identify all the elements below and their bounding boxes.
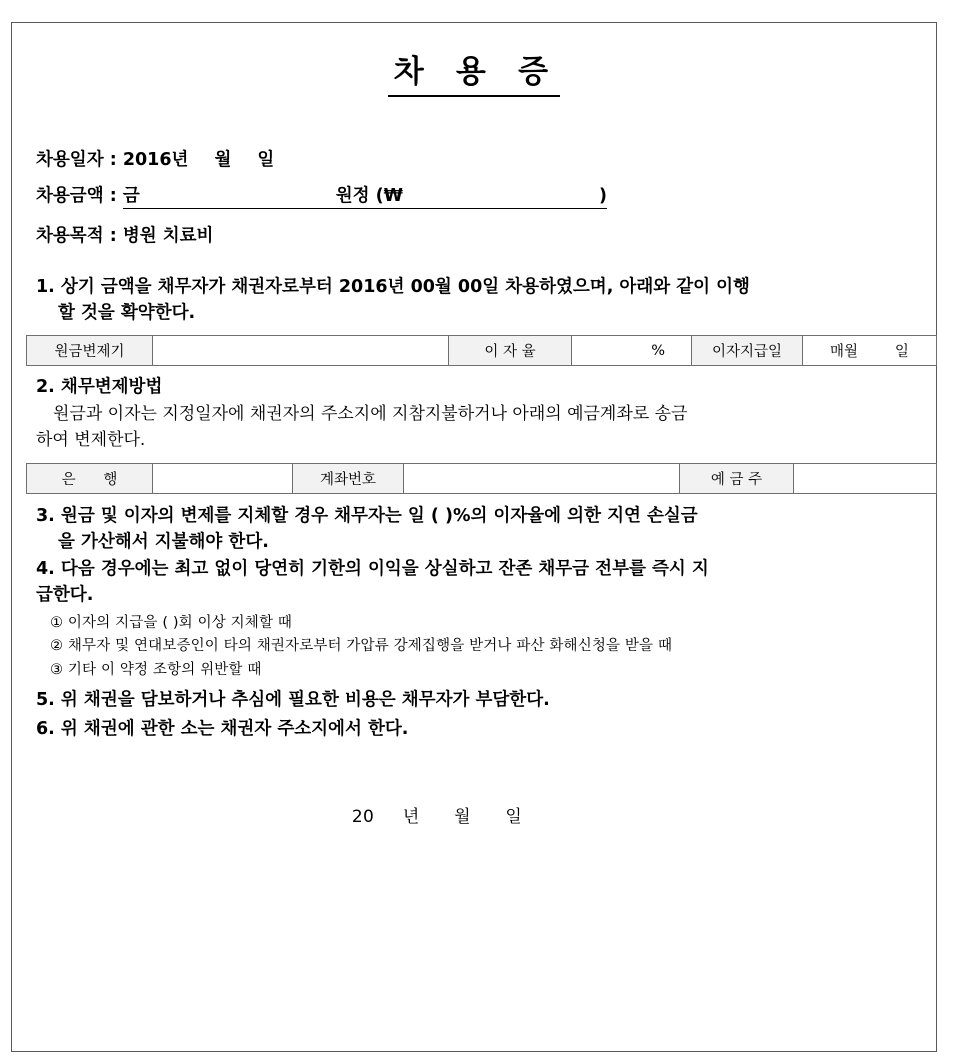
clause-6: 6. 위 채권에 관한 소는 채권자 주소지에서 한다.	[36, 718, 409, 739]
clause-4-sublist	[26, 612, 922, 682]
cell-account-holder-label: 예 금 주	[680, 464, 794, 494]
table-row	[27, 464, 937, 494]
list-item: ② 채무자 및 연대보증인이 타의 채권자로부터 가압류 강제집행을 받거나 파산 화해신청을 받을 때	[50, 638, 673, 655]
cell-account-number-label: 계좌번호	[293, 464, 404, 494]
list-item: ① 이자의 지급을 ( )회 이상 지체할 때	[50, 614, 293, 631]
title-char-2: 용	[455, 54, 493, 90]
cell-interest-paydate-value[interactable]: 매월 일	[803, 336, 937, 366]
clause-1	[26, 275, 922, 326]
clause-4	[26, 557, 922, 608]
title-char-3: 증	[518, 54, 555, 90]
field-loan-date-month: 월	[214, 149, 232, 170]
clause-3-line-1: 3. 원금 및 이자의 변제를 지체할 경우 채무자는 일 ( )%의 이자율에 의한 지연 손실금	[36, 506, 698, 527]
field-loan-date-year: 2016년	[122, 149, 189, 170]
cell-bank-value[interactable]	[153, 464, 293, 494]
clause-3	[26, 504, 922, 555]
cell-principal-due-label: 원금변제기	[27, 336, 153, 366]
cell-account-number-value[interactable]	[404, 464, 680, 494]
clause-2-body	[26, 402, 922, 453]
bank-account-table	[26, 463, 937, 494]
clause-1-line-1: 1. 상기 금액을 채무자가 채권자로부터 2016년 00월 00일 차용하였으며, 아래와 같이 이행	[36, 277, 750, 298]
field-loan-purpose-value: 병원 치료비	[122, 225, 214, 246]
field-loan-amount-mid: 원정 (₩	[335, 186, 403, 207]
list-item: ③ 기타 이 약정 조항의 위반할 때	[50, 661, 262, 678]
document-body	[12, 23, 936, 1051]
footer-date: 20 년 월 일	[351, 807, 523, 828]
cell-interest-rate-value[interactable]: %	[572, 336, 692, 366]
clause-2-heading: 2. 채무변제방법	[36, 377, 163, 397]
cell-interest-rate-label: 이 자 율	[449, 336, 572, 366]
document-page	[11, 22, 937, 1052]
field-loan-date-label: 차용일자 :	[36, 149, 123, 170]
field-loan-date-day: 일	[257, 149, 275, 170]
field-loan-amount-prefix: 금	[122, 186, 140, 207]
cell-bank-label: 은 행	[27, 464, 153, 494]
clause-4-line-2: 급한다.	[36, 584, 94, 605]
clause-2-body-line-1: 원금과 이자는 지정일자에 채권자의 주소지에 지참지불하거나 아래의 예금계좌로 송금	[53, 404, 688, 425]
page-title	[26, 53, 922, 97]
field-loan-amount-blank[interactable]	[123, 188, 607, 209]
field-loan-amount-label: 차용금액 :	[36, 186, 123, 207]
header-fields	[26, 149, 922, 246]
clause-1-line-2: 할 것을 확약한다.	[58, 302, 196, 323]
loan-terms-table	[26, 335, 937, 366]
clause-2-body-line-2: 하여 변제한다.	[36, 429, 146, 450]
field-loan-date	[26, 149, 922, 170]
cell-principal-due-value[interactable]	[153, 336, 449, 366]
field-loan-purpose-label: 차용목적 :	[36, 225, 123, 246]
clause-4-line-1: 4. 다음 경우에는 최고 없이 당연히 기한의 이익을 상실하고 잔존 채무금 전부를 즉시 지	[36, 559, 709, 580]
table-row	[27, 336, 937, 366]
title-char-1: 차	[393, 54, 430, 90]
cell-account-holder-value[interactable]	[794, 464, 937, 494]
field-loan-amount-end: )	[598, 186, 607, 207]
cell-interest-paydate-label: 이자지급일	[692, 336, 803, 366]
clause-5: 5. 위 채권을 담보하거나 추심에 필요한 비용은 채무자가 부담한다.	[36, 690, 550, 711]
field-loan-purpose	[26, 225, 922, 246]
field-loan-amount	[26, 188, 922, 209]
clause-3-line-2: 을 가산해서 지불해야 한다.	[58, 531, 269, 552]
